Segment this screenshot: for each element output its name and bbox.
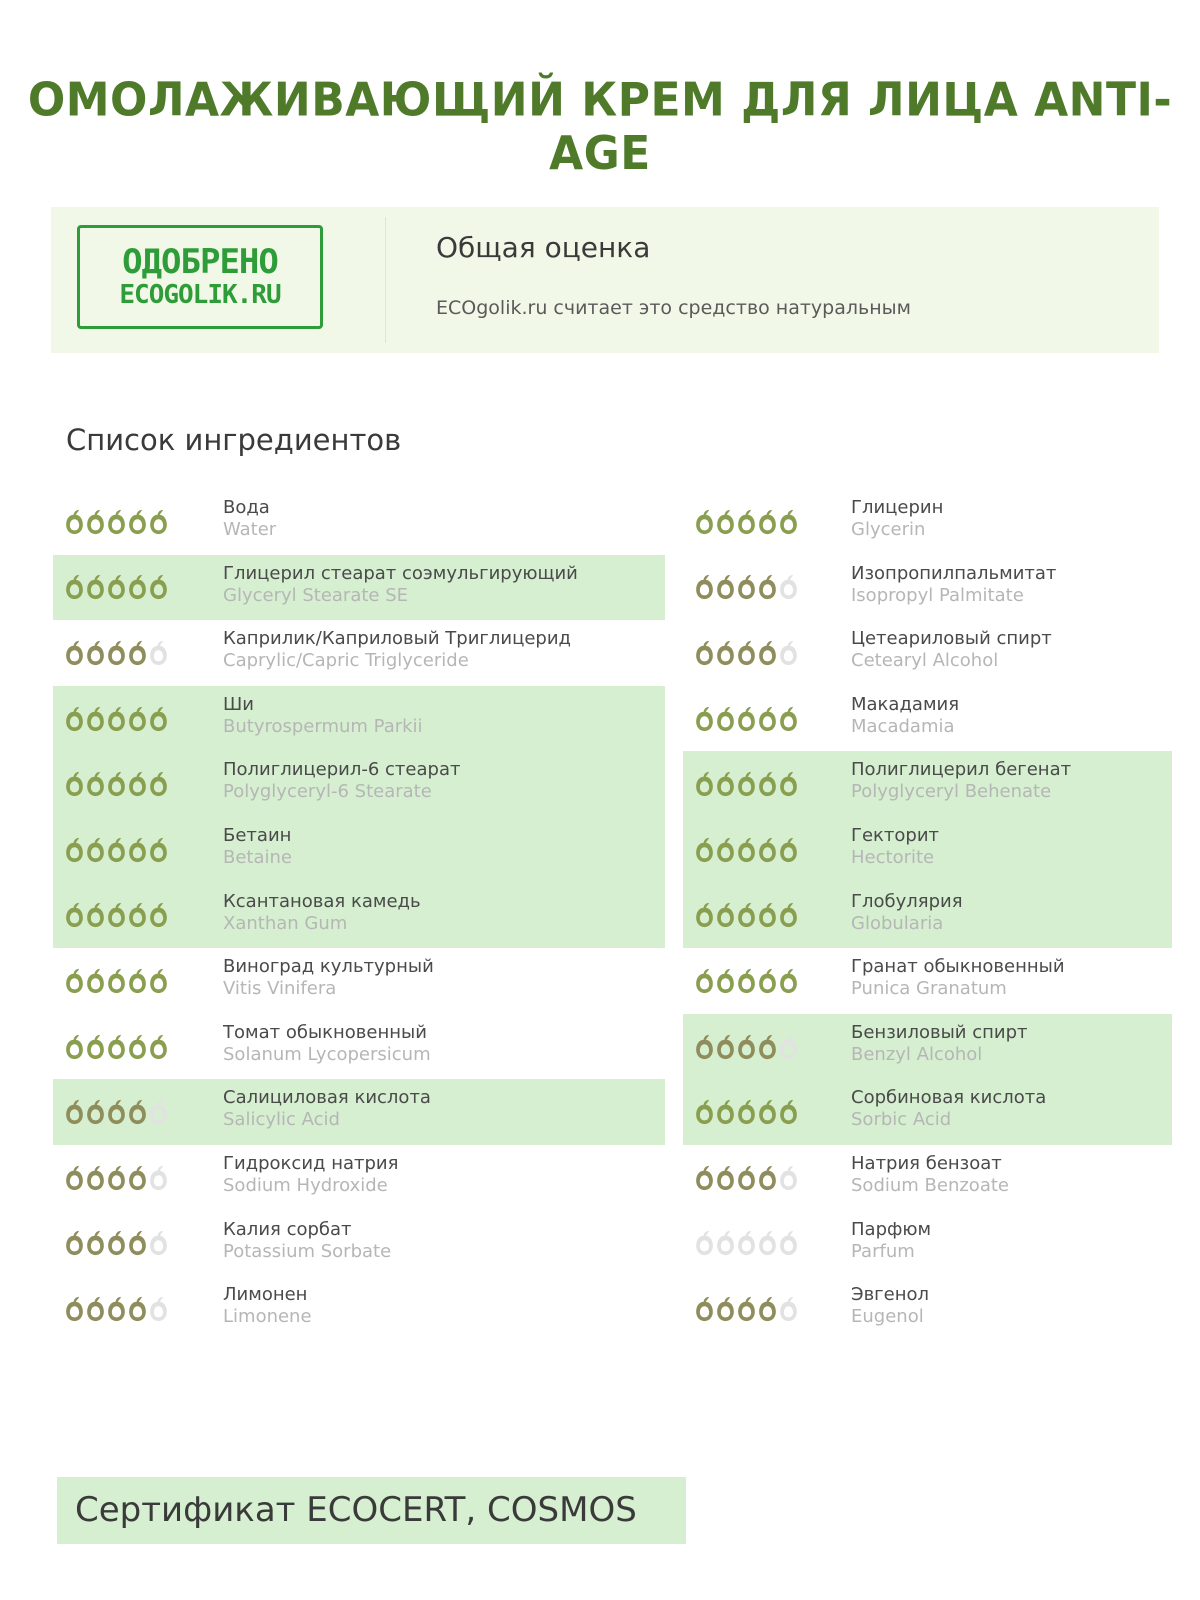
- ingredient-name-ru: Каприлик/Каприловый Триглицерид: [223, 628, 571, 650]
- rating-pot-icon: [149, 771, 168, 797]
- ingredient-rating: [695, 837, 798, 863]
- rating-pot-icon: [716, 1099, 735, 1125]
- rating-pot-icon: [65, 640, 84, 666]
- stamp-line-1: ОДОБРЕНО: [122, 242, 278, 282]
- rating-pot-icon: [128, 902, 147, 928]
- ingredient-rating: [695, 574, 798, 600]
- rating-pot-icon: [737, 574, 756, 600]
- ingredient-name-en: Parfum: [851, 1240, 915, 1262]
- rating-pot-icon: [107, 902, 126, 928]
- rating-pot-icon: [86, 968, 105, 994]
- ingredient-row: [53, 1014, 665, 1080]
- ingredient-name-ru: Парфюм: [851, 1218, 932, 1240]
- ingredient-name-en: Xanthan Gum: [223, 912, 348, 934]
- rating-pot-icon: [737, 640, 756, 666]
- ingredient-name-ru: Глобулярия: [851, 890, 963, 912]
- ingredient-name-en: Hectorite: [851, 846, 935, 868]
- summary-text: ECOgolik.ru считает это средство натуральным: [436, 297, 911, 319]
- ingredient-rating: [65, 771, 168, 797]
- rating-pot-icon: [758, 837, 777, 863]
- ingredient-rating: [65, 902, 168, 928]
- ingredient-name-ru: Томат обыкновенный: [223, 1021, 427, 1043]
- ingredient-name-ru: Виноград культурный: [223, 956, 434, 978]
- rating-pot-icon: [779, 574, 798, 600]
- rating-pot-icon: [758, 706, 777, 732]
- ingredient-rating: [65, 706, 168, 732]
- rating-pot-icon: [758, 640, 777, 666]
- rating-pot-icon: [737, 771, 756, 797]
- rating-pot-icon: [149, 837, 168, 863]
- certificate-banner: Сертификат ECOCERT, COSMOS: [57, 1477, 686, 1544]
- ingredient-row: [53, 1211, 665, 1277]
- rating-pot-icon: [128, 574, 147, 600]
- ingredient-name-en: Vitis Vinifera: [223, 978, 337, 1000]
- ingredient-rating: [65, 509, 168, 535]
- rating-pot-icon: [779, 1296, 798, 1322]
- ingredient-row: [683, 948, 1172, 1014]
- rating-pot-icon: [128, 640, 147, 666]
- rating-pot-icon: [86, 837, 105, 863]
- rating-pot-icon: [695, 1230, 714, 1256]
- rating-pot-icon: [86, 509, 105, 535]
- ingredient-row: [683, 1145, 1172, 1211]
- rating-pot-icon: [737, 968, 756, 994]
- rating-pot-icon: [149, 1296, 168, 1322]
- rating-pot-icon: [758, 574, 777, 600]
- ingredient-row: [53, 948, 665, 1014]
- rating-pot-icon: [737, 902, 756, 928]
- rating-pot-icon: [86, 902, 105, 928]
- rating-pot-icon: [65, 968, 84, 994]
- rating-pot-icon: [716, 640, 735, 666]
- rating-pot-icon: [65, 509, 84, 535]
- rating-pot-icon: [695, 771, 714, 797]
- ingredient-row: [53, 817, 665, 883]
- ingredient-rating: [65, 837, 168, 863]
- ingredient-row: [683, 1276, 1172, 1342]
- ingredient-name-en: Eugenol: [851, 1306, 924, 1328]
- ingredient-name-ru: Лимонен: [223, 1284, 308, 1306]
- ingredient-row: [53, 1276, 665, 1342]
- ingredient-row: [683, 751, 1172, 817]
- ingredient-row: [683, 686, 1172, 752]
- ingredient-name-ru: Бетаин: [223, 824, 292, 846]
- ingredient-name-en: Sodium Hydroxide: [223, 1174, 388, 1196]
- ingredient-name-en: Polyglyceryl Behenate: [851, 781, 1052, 803]
- ingredient-name-ru: Цетеариловый спирт: [851, 628, 1052, 650]
- ingredient-rating: [695, 1296, 798, 1322]
- summary-divider: [385, 217, 386, 343]
- rating-pot-icon: [737, 1034, 756, 1060]
- ingredient-row: [683, 883, 1172, 949]
- ingredient-name-ru: Гекторит: [851, 824, 940, 846]
- rating-pot-icon: [107, 509, 126, 535]
- ingredient-row: [683, 555, 1172, 621]
- ingredient-name-en: Polyglyceryl-6 Stearate: [223, 781, 432, 803]
- rating-pot-icon: [758, 1165, 777, 1191]
- rating-pot-icon: [149, 574, 168, 600]
- ingredient-row: [53, 1079, 665, 1145]
- rating-pot-icon: [107, 837, 126, 863]
- rating-pot-icon: [779, 640, 798, 666]
- rating-pot-icon: [149, 509, 168, 535]
- rating-pot-icon: [716, 574, 735, 600]
- rating-pot-icon: [128, 1165, 147, 1191]
- ingredient-name-ru: Полиглицерил-6 стеарат: [223, 759, 461, 781]
- ingredient-rating: [695, 1099, 798, 1125]
- ingredient-row: [53, 555, 665, 621]
- ingredient-rating: [695, 1034, 798, 1060]
- rating-pot-icon: [737, 1165, 756, 1191]
- ingredient-row: [683, 817, 1172, 883]
- ingredients-left-column: [53, 489, 665, 1342]
- ingredient-name-ru: Натрия бензоат: [851, 1152, 1002, 1174]
- rating-pot-icon: [695, 706, 714, 732]
- ingredient-name-ru: Ши: [223, 693, 254, 715]
- rating-pot-icon: [779, 771, 798, 797]
- ingredient-name-ru: Сорбиновая кислота: [851, 1087, 1047, 1109]
- rating-pot-icon: [695, 640, 714, 666]
- ingredient-row: [683, 1211, 1172, 1277]
- ingredient-name-ru: Полиглицерил бегенат: [851, 759, 1072, 781]
- rating-pot-icon: [758, 1230, 777, 1256]
- ingredient-name-en: Limonene: [223, 1306, 312, 1328]
- ingredient-name-ru: Глицерин: [851, 497, 944, 518]
- ingredient-rating: [695, 902, 798, 928]
- rating-pot-icon: [65, 1099, 84, 1125]
- rating-pot-icon: [86, 1034, 105, 1060]
- ingredient-row: [53, 489, 665, 555]
- ingredient-name-en: Sodium Benzoate: [851, 1174, 1009, 1196]
- ingredient-name-ru: Гранат обыкновенный: [851, 956, 1065, 978]
- ingredient-rating: [695, 509, 798, 535]
- rating-pot-icon: [737, 1230, 756, 1256]
- ingredient-row: [53, 751, 665, 817]
- rating-pot-icon: [758, 1296, 777, 1322]
- ingredient-name-en: Benzyl Alcohol: [851, 1043, 983, 1065]
- ingredient-rating: [695, 1165, 798, 1191]
- ingredient-row: [53, 1145, 665, 1211]
- rating-pot-icon: [737, 1099, 756, 1125]
- rating-pot-icon: [65, 574, 84, 600]
- rating-pot-icon: [107, 1296, 126, 1322]
- ingredient-name-ru: Ксантановая камедь: [223, 890, 421, 912]
- ingredient-row: [683, 489, 1172, 555]
- rating-pot-icon: [779, 1230, 798, 1256]
- rating-pot-icon: [779, 706, 798, 732]
- rating-pot-icon: [128, 837, 147, 863]
- rating-pot-icon: [65, 1296, 84, 1322]
- rating-pot-icon: [128, 771, 147, 797]
- rating-pot-icon: [779, 1034, 798, 1060]
- rating-pot-icon: [86, 1099, 105, 1125]
- rating-pot-icon: [128, 968, 147, 994]
- rating-pot-icon: [716, 771, 735, 797]
- rating-pot-icon: [695, 509, 714, 535]
- rating-pot-icon: [149, 1034, 168, 1060]
- rating-pot-icon: [716, 1296, 735, 1322]
- ingredient-rating: [695, 706, 798, 732]
- rating-pot-icon: [758, 509, 777, 535]
- rating-pot-icon: [779, 837, 798, 863]
- rating-pot-icon: [716, 837, 735, 863]
- rating-pot-icon: [695, 968, 714, 994]
- ingredient-name-ru: Салициловая кислота: [223, 1087, 431, 1109]
- rating-pot-icon: [716, 902, 735, 928]
- rating-pot-icon: [149, 706, 168, 732]
- rating-pot-icon: [107, 1034, 126, 1060]
- approved-stamp: [77, 225, 323, 329]
- rating-pot-icon: [65, 1034, 84, 1060]
- rating-pot-icon: [716, 706, 735, 732]
- ingredient-name-ru: Эвгенол: [851, 1284, 929, 1306]
- rating-pot-icon: [716, 1165, 735, 1191]
- ingredient-name-en: Glycerin: [851, 519, 926, 540]
- ingredient-name-en: Macadamia: [851, 715, 955, 737]
- rating-pot-icon: [107, 706, 126, 732]
- ingredient-rating: [695, 1230, 798, 1256]
- rating-pot-icon: [737, 1296, 756, 1322]
- ingredient-name-en: Punica Granatum: [851, 978, 1007, 1000]
- rating-pot-icon: [128, 1099, 147, 1125]
- rating-pot-icon: [779, 1099, 798, 1125]
- rating-pot-icon: [149, 1099, 168, 1125]
- ingredient-name-en: Butyrospermum Parkii: [223, 715, 423, 737]
- ingredient-name-ru: Макадамия: [851, 693, 960, 715]
- ingredient-name-ru: Калия сорбат: [223, 1218, 352, 1240]
- rating-pot-icon: [107, 574, 126, 600]
- rating-pot-icon: [107, 1165, 126, 1191]
- rating-pot-icon: [128, 1296, 147, 1322]
- stamp-line-2: ECOGOLIK.RU: [119, 280, 281, 310]
- ingredient-name-en: Cetearyl Alcohol: [851, 650, 999, 672]
- ingredient-row: [683, 620, 1172, 686]
- rating-pot-icon: [86, 574, 105, 600]
- rating-pot-icon: [758, 1034, 777, 1060]
- ingredient-name-en: Glyceryl Stearate SE: [223, 584, 409, 606]
- ingredient-name-en: Globularia: [851, 912, 944, 934]
- rating-pot-icon: [758, 1099, 777, 1125]
- ingredient-name-en: Betaine: [223, 846, 292, 868]
- ingredient-name-ru: Бензиловый спирт: [851, 1021, 1028, 1043]
- ingredient-rating: [65, 1296, 168, 1322]
- summary-heading: Общая оценка: [436, 231, 651, 264]
- rating-pot-icon: [86, 1296, 105, 1322]
- rating-pot-icon: [716, 1034, 735, 1060]
- ingredient-name-en: Isopropyl Palmitate: [851, 584, 1024, 606]
- ingredient-rating: [65, 574, 168, 600]
- ingredients-right-column: [683, 489, 1172, 1342]
- rating-pot-icon: [758, 968, 777, 994]
- rating-pot-icon: [758, 902, 777, 928]
- rating-pot-icon: [695, 837, 714, 863]
- rating-pot-icon: [65, 706, 84, 732]
- rating-pot-icon: [86, 1165, 105, 1191]
- rating-pot-icon: [716, 509, 735, 535]
- ingredient-rating: [65, 1034, 168, 1060]
- ingredient-rating: [65, 1099, 168, 1125]
- rating-pot-icon: [149, 1165, 168, 1191]
- ingredient-row: [53, 686, 665, 752]
- rating-pot-icon: [65, 837, 84, 863]
- rating-pot-icon: [779, 902, 798, 928]
- ingredient-row: [683, 1014, 1172, 1080]
- rating-pot-icon: [716, 1230, 735, 1256]
- rating-pot-icon: [107, 968, 126, 994]
- rating-pot-icon: [695, 1034, 714, 1060]
- rating-pot-icon: [695, 1296, 714, 1322]
- ingredient-name-ru: Вода: [223, 497, 270, 518]
- rating-pot-icon: [65, 902, 84, 928]
- ingredient-rating: [65, 1230, 168, 1256]
- rating-pot-icon: [758, 771, 777, 797]
- rating-pot-icon: [86, 1230, 105, 1256]
- rating-pot-icon: [695, 1099, 714, 1125]
- ingredient-rating: [65, 640, 168, 666]
- rating-pot-icon: [779, 509, 798, 535]
- rating-pot-icon: [65, 771, 84, 797]
- ingredients-title: Список ингредиентов: [66, 423, 402, 457]
- ingredient-rating: [695, 771, 798, 797]
- ingredient-name-en: Sorbic Acid: [851, 1109, 952, 1131]
- ingredient-name-ru: Гидроксид натрия: [223, 1152, 399, 1174]
- ingredient-row: [53, 620, 665, 686]
- ingredient-rating: [695, 968, 798, 994]
- ingredient-name-en: Salicylic Acid: [223, 1109, 340, 1131]
- rating-pot-icon: [716, 968, 735, 994]
- ingredient-name-ru: Изопропилпальмитат: [851, 562, 1057, 584]
- rating-pot-icon: [107, 1099, 126, 1125]
- rating-pot-icon: [149, 968, 168, 994]
- ingredient-row: [683, 1079, 1172, 1145]
- rating-pot-icon: [107, 640, 126, 666]
- rating-pot-icon: [128, 509, 147, 535]
- rating-pot-icon: [86, 640, 105, 666]
- rating-pot-icon: [779, 968, 798, 994]
- ingredient-row: [53, 883, 665, 949]
- rating-pot-icon: [86, 771, 105, 797]
- rating-pot-icon: [737, 837, 756, 863]
- rating-pot-icon: [86, 706, 105, 732]
- rating-pot-icon: [128, 1230, 147, 1256]
- page-title: ОМОЛАЖИВАЮЩИЙ КРЕМ ДЛЯ ЛИЦА ANTI-AGE: [27, 73, 1173, 181]
- summary-panel: [51, 207, 1159, 353]
- rating-pot-icon: [65, 1165, 84, 1191]
- rating-pot-icon: [128, 706, 147, 732]
- rating-pot-icon: [65, 1230, 84, 1256]
- ingredient-rating: [65, 968, 168, 994]
- ingredient-rating: [695, 640, 798, 666]
- rating-pot-icon: [779, 1165, 798, 1191]
- ingredient-rating: [65, 1165, 168, 1191]
- ingredient-name-en: Potassium Sorbate: [223, 1240, 392, 1262]
- rating-pot-icon: [128, 1034, 147, 1060]
- ingredient-name-ru: Глицерил стеарат соэмульгирующий: [223, 562, 578, 584]
- rating-pot-icon: [149, 902, 168, 928]
- rating-pot-icon: [737, 706, 756, 732]
- rating-pot-icon: [107, 1230, 126, 1256]
- ingredient-name-en: Caprylic/Capric Triglyceride: [223, 650, 469, 672]
- rating-pot-icon: [149, 1230, 168, 1256]
- rating-pot-icon: [737, 509, 756, 535]
- ingredient-name-en: Water: [223, 519, 277, 540]
- ingredient-name-en: Solanum Lycopersicum: [223, 1043, 431, 1065]
- rating-pot-icon: [695, 902, 714, 928]
- rating-pot-icon: [695, 1165, 714, 1191]
- rating-pot-icon: [107, 771, 126, 797]
- rating-pot-icon: [695, 574, 714, 600]
- rating-pot-icon: [149, 640, 168, 666]
